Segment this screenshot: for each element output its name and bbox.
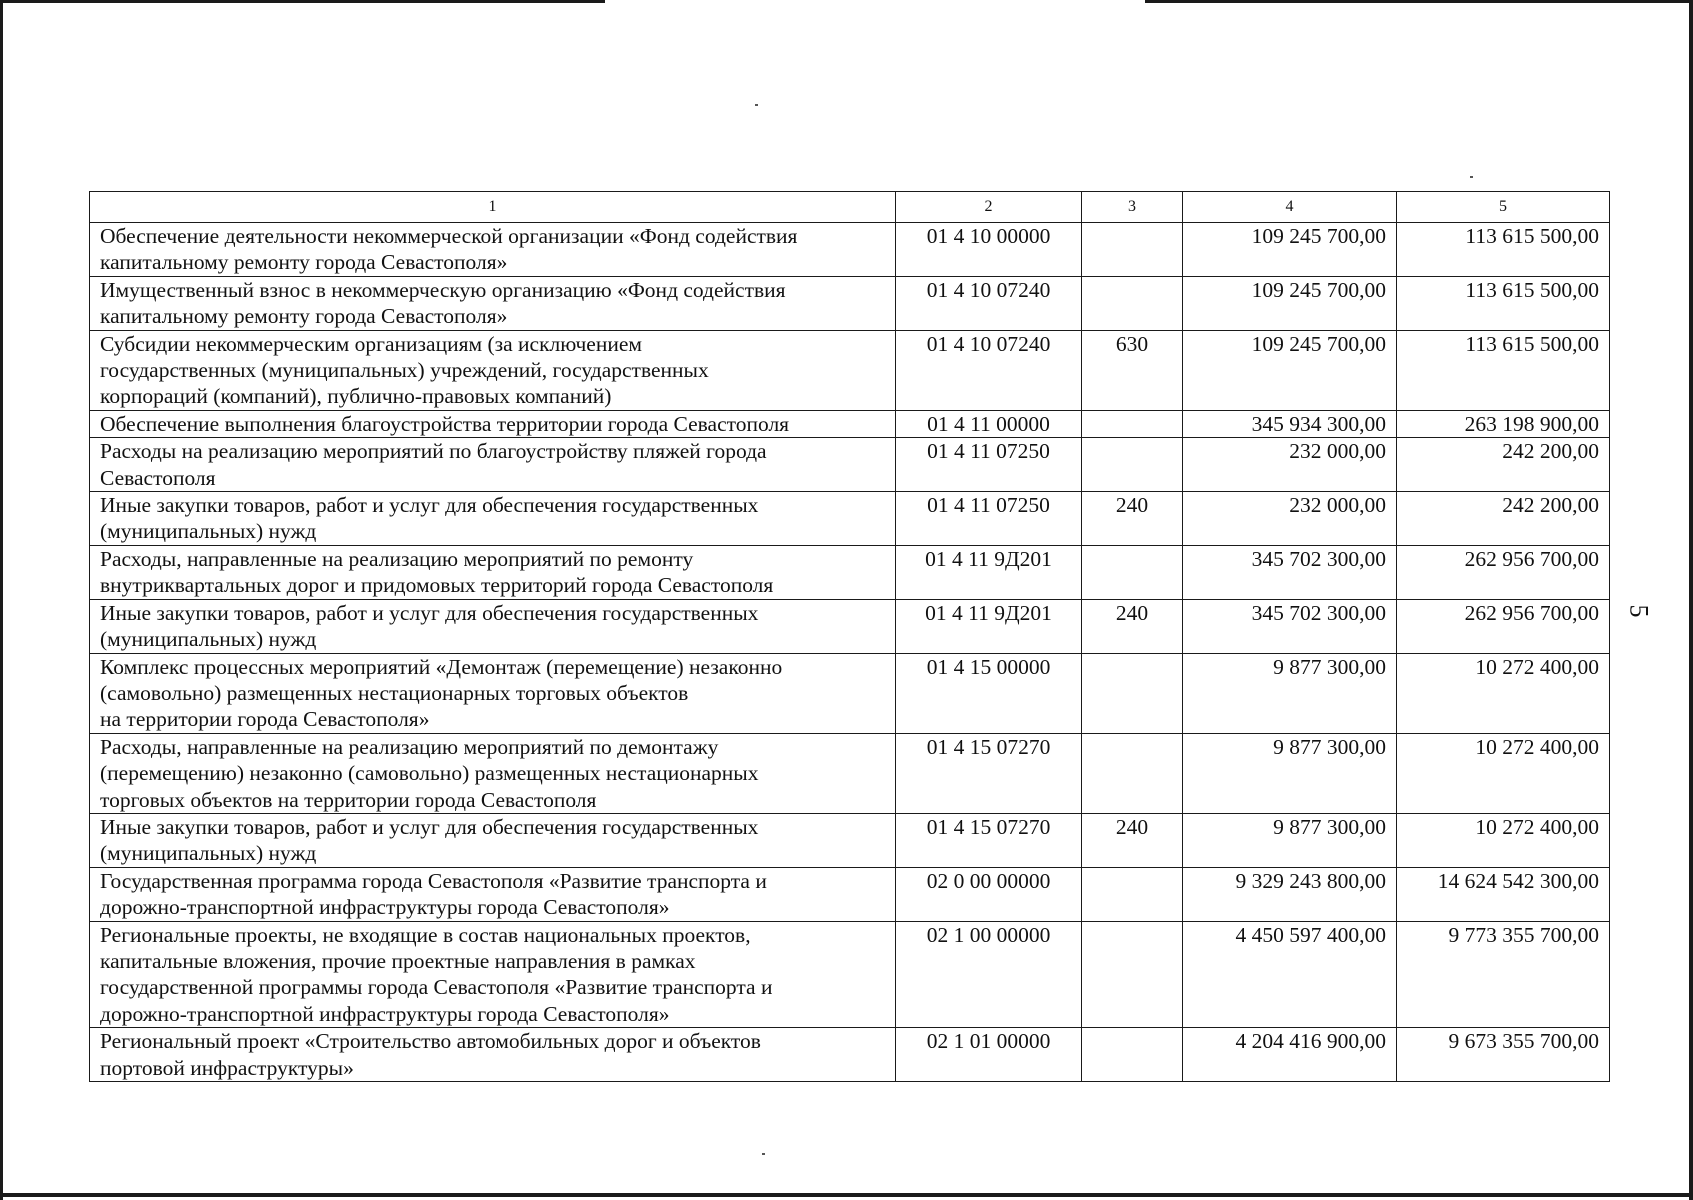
table-row: [90, 867, 1610, 921]
column-header-4: 4: [1183, 192, 1397, 223]
row-type-cell: [1082, 921, 1183, 1028]
row-name-cell: Обеспечение деятельности некоммерческой организации «Фонд содействия капитальному ремонту города Севастополя»: [90, 223, 896, 277]
budget-table-body: [90, 192, 1610, 1082]
row-name-cell: Региональный проект «Строительство автомобильных дорог и объектов портовой инфраструктуры»: [90, 1028, 896, 1082]
row-type-cell: [1082, 1028, 1183, 1082]
row-type-cell: [1082, 276, 1183, 330]
table-row: [90, 410, 1610, 437]
budget-table: [89, 191, 1610, 1082]
row-type-cell: [1082, 733, 1183, 813]
row-code-cell: 01 4 15 07270: [896, 813, 1082, 867]
row-name-cell: Комплекс процессных мероприятий «Демонтаж (перемещение) незаконно (самовольно) размещенных нестационарных торговых объектов на территории города Севастополя»: [90, 653, 896, 733]
row-amount-2-cell: 242 200,00: [1397, 438, 1610, 492]
row-name-cell: Обеспечение выполнения благоустройства территории города Севастополя: [90, 410, 896, 437]
column-header-5: 5: [1397, 192, 1610, 223]
row-amount-1-cell: 9 329 243 800,00: [1183, 867, 1397, 921]
scan-speck: [1470, 176, 1473, 178]
row-amount-2-cell: 10 272 400,00: [1397, 813, 1610, 867]
row-code-cell: 01 4 11 9Д201: [896, 599, 1082, 653]
table-row: [90, 438, 1610, 492]
scan-speck: [755, 104, 758, 106]
row-type-cell: [1082, 545, 1183, 599]
scan-speck: [762, 1153, 765, 1155]
page-border-top-right: [1145, 0, 1693, 3]
row-name-cell: Иные закупки товаров, работ и услуг для обеспечения государственных (муниципальных) нужд: [90, 813, 896, 867]
row-code-cell: 02 1 01 00000: [896, 1028, 1082, 1082]
row-code-cell: 01 4 11 07250: [896, 438, 1082, 492]
row-amount-1-cell: 232 000,00: [1183, 438, 1397, 492]
row-type-cell: 240: [1082, 492, 1183, 546]
row-code-cell: 02 1 00 00000: [896, 921, 1082, 1028]
row-amount-1-cell: 109 245 700,00: [1183, 223, 1397, 277]
row-amount-2-cell: 263 198 900,00: [1397, 410, 1610, 437]
row-type-cell: [1082, 410, 1183, 437]
row-code-cell: 01 4 15 07270: [896, 733, 1082, 813]
row-type-cell: [1082, 438, 1183, 492]
row-type-cell: [1082, 653, 1183, 733]
row-code-cell: 01 4 11 00000: [896, 410, 1082, 437]
row-amount-1-cell: 9 877 300,00: [1183, 813, 1397, 867]
row-amount-2-cell: 113 615 500,00: [1397, 223, 1610, 277]
row-amount-1-cell: 4 450 597 400,00: [1183, 921, 1397, 1028]
row-amount-2-cell: 14 624 542 300,00: [1397, 867, 1610, 921]
row-amount-2-cell: 242 200,00: [1397, 492, 1610, 546]
row-amount-2-cell: 10 272 400,00: [1397, 653, 1610, 733]
column-header-2: 2: [896, 192, 1082, 223]
row-name-cell: Иные закупки товаров, работ и услуг для обеспечения государственных (муниципальных) нужд: [90, 492, 896, 546]
table-row: [90, 545, 1610, 599]
column-header-1: 1: [90, 192, 896, 223]
row-code-cell: 01 4 10 07240: [896, 276, 1082, 330]
row-amount-1-cell: 345 934 300,00: [1183, 410, 1397, 437]
table-row: [90, 330, 1610, 410]
row-name-cell: Расходы на реализацию мероприятий по благоустройству пляжей города Севастополя: [90, 438, 896, 492]
row-amount-1-cell: 109 245 700,00: [1183, 330, 1397, 410]
table-row: [90, 653, 1610, 733]
column-header-3: 3: [1082, 192, 1183, 223]
page-border-bottom: [0, 1193, 1693, 1197]
row-amount-2-cell: 113 615 500,00: [1397, 276, 1610, 330]
row-type-cell: 240: [1082, 813, 1183, 867]
row-code-cell: 01 4 10 07240: [896, 330, 1082, 410]
table-row: [90, 1028, 1610, 1082]
row-type-cell: 630: [1082, 330, 1183, 410]
row-code-cell: 01 4 11 9Д201: [896, 545, 1082, 599]
table-row: [90, 813, 1610, 867]
table-header-row: [90, 192, 1610, 223]
row-name-cell: Иные закупки товаров, работ и услуг для обеспечения государственных (муниципальных) нужд: [90, 599, 896, 653]
row-type-cell: [1082, 223, 1183, 277]
row-code-cell: 01 4 15 00000: [896, 653, 1082, 733]
page-number: 5: [1624, 604, 1654, 618]
row-code-cell: 01 4 11 07250: [896, 492, 1082, 546]
row-amount-2-cell: 113 615 500,00: [1397, 330, 1610, 410]
row-amount-2-cell: 9 773 355 700,00: [1397, 921, 1610, 1028]
row-amount-1-cell: 109 245 700,00: [1183, 276, 1397, 330]
row-type-cell: 240: [1082, 599, 1183, 653]
table-row: [90, 276, 1610, 330]
row-name-cell: Государственная программа города Севастополя «Развитие транспорта и дорожно-транспортной инфраструктуры города Севастополя»: [90, 867, 896, 921]
table-row: [90, 921, 1610, 1028]
row-name-cell: Расходы, направленные на реализацию мероприятий по ремонту внутриквартальных дорог и придомовых территорий города Севастополя: [90, 545, 896, 599]
row-code-cell: 02 0 00 00000: [896, 867, 1082, 921]
page-border-right: [1689, 0, 1693, 1200]
row-amount-1-cell: 4 204 416 900,00: [1183, 1028, 1397, 1082]
row-type-cell: [1082, 867, 1183, 921]
row-amount-1-cell: 345 702 300,00: [1183, 599, 1397, 653]
row-amount-1-cell: 232 000,00: [1183, 492, 1397, 546]
row-name-cell: Региональные проекты, не входящие в состав национальных проектов, капитальные вложения, прочие проектные направления в рамках государственной программы города Севастополя «Развитие транспорта и дорожно-транспортной инфраструктуры города Севастополя»: [90, 921, 896, 1028]
row-amount-2-cell: 262 956 700,00: [1397, 545, 1610, 599]
table-row: [90, 492, 1610, 546]
table-row: [90, 223, 1610, 277]
row-code-cell: 01 4 10 00000: [896, 223, 1082, 277]
row-amount-1-cell: 9 877 300,00: [1183, 653, 1397, 733]
table-row: [90, 733, 1610, 813]
row-name-cell: Субсидии некоммерческим организациям (за исключением государственных (муниципальных) учреждений, государственных корпораций (компаний), публично-правовых компаний): [90, 330, 896, 410]
row-amount-1-cell: 345 702 300,00: [1183, 545, 1397, 599]
row-amount-2-cell: 262 956 700,00: [1397, 599, 1610, 653]
row-name-cell: Имущественный взнос в некоммерческую организацию «Фонд содействия капитальному ремонту города Севастополя»: [90, 276, 896, 330]
page-border-left: [0, 0, 3, 1200]
page-border-top-left: [0, 0, 605, 3]
row-amount-2-cell: 9 673 355 700,00: [1397, 1028, 1610, 1082]
row-amount-1-cell: 9 877 300,00: [1183, 733, 1397, 813]
table-row: [90, 599, 1610, 653]
row-amount-2-cell: 10 272 400,00: [1397, 733, 1610, 813]
row-name-cell: Расходы, направленные на реализацию мероприятий по демонтажу (перемещению) незаконно (самовольно) размещенных нестационарных торговых объектов на территории города Севастополя: [90, 733, 896, 813]
